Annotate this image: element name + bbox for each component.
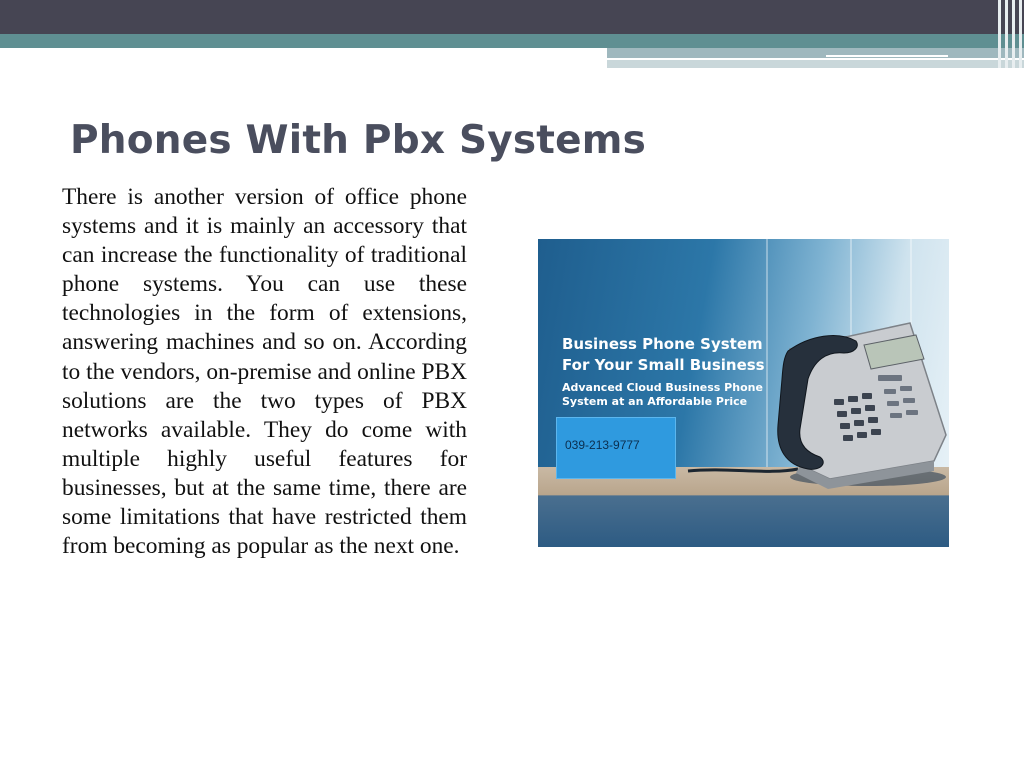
ad-headline-line1: Business Phone System xyxy=(562,335,763,353)
header-accent-bar xyxy=(607,48,1024,58)
header-accent-line xyxy=(826,55,948,57)
header-accent-bar-lower xyxy=(607,60,1024,68)
ad-headline-line2: For Your Small Business xyxy=(562,356,765,374)
header-teal-bar xyxy=(0,34,1024,48)
slide-body-text: There is another version of office phone systems and it is mainly an accessory that can increase the functionality of traditional phone systems. You can use these technologies in the form of extensions, answering machines and so on. According to the vendors, on-premise and online PBX solutions are the two types of PBX networks available. They do come with multiple highly useful features for businesses, but at the same time, there are some limitations that have restricted them from becoming as popular as the next one. xyxy=(62,184,467,560)
header-dark-bar xyxy=(0,0,1024,34)
desk-phone-icon xyxy=(538,239,949,547)
slide-title: Phones With Pbx Systems xyxy=(70,118,647,163)
corner-stripes xyxy=(995,0,1024,68)
ad-subline-2: System at an Affordable Price xyxy=(562,395,748,408)
phone-number: 039-213-9777 xyxy=(565,438,640,452)
ad-subline-1: Advanced Cloud Business Phone xyxy=(562,381,763,394)
business-phone-ad-image xyxy=(538,239,949,547)
